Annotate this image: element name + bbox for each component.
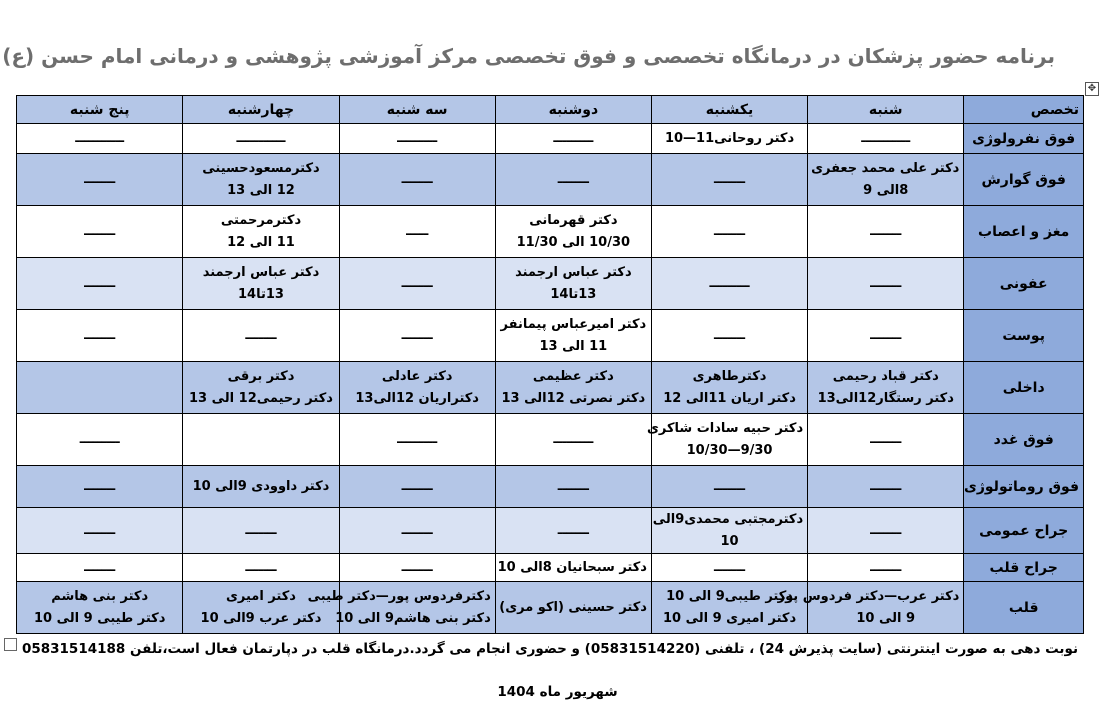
schedule-cell [17, 258, 183, 310]
cell-line: دکتراریان 12الی13 [355, 390, 479, 406]
cell-line: دکتر طیبی9 الی 10 [666, 588, 793, 604]
schedule-cell [183, 258, 339, 310]
schedule-cell [808, 362, 964, 414]
schedule-cell [17, 310, 183, 362]
cell-line: ـــــــ [870, 522, 902, 538]
schedule-cell [339, 206, 495, 258]
cell-line: ـــــــ [713, 223, 746, 239]
table-row [17, 466, 1084, 508]
specialty-cell: قلب [964, 582, 1084, 634]
schedule-cell [183, 466, 339, 508]
schedule-cell [808, 310, 964, 362]
schedule-cell [17, 362, 183, 414]
cell-line: ـــــــ [713, 327, 746, 343]
cell-line: دکتر عباس ارجمند [515, 264, 632, 280]
schedule-cell [651, 582, 807, 634]
schedule-cell [183, 554, 339, 582]
cell-line: ـــــــــ [709, 275, 750, 291]
schedule-cell [808, 414, 964, 466]
schedule-cell [183, 206, 339, 258]
cell-line: ـــــــ [870, 223, 902, 239]
cell-line: دکترطاهری [692, 368, 767, 384]
schedule-cell [17, 124, 183, 154]
schedule-cell [339, 258, 495, 310]
schedule-cell [651, 124, 807, 154]
schedule-cell [183, 310, 339, 362]
cell-line: ـــــــ [557, 478, 589, 494]
table-header-row [17, 96, 1084, 124]
cell-line: ـــــــ [557, 171, 589, 187]
cell-line: ـــــــ [84, 478, 116, 494]
schedule-cell [651, 154, 807, 206]
cell-line: ـــــــ [713, 478, 746, 494]
schedule-cell [808, 508, 964, 554]
cell-line: دکتر امیری 9 الی 10 [662, 610, 797, 626]
schedule-cell [183, 508, 339, 554]
cell-line: دکتر طیبی 9 الی 10 [34, 610, 166, 626]
schedule-cell [17, 508, 183, 554]
cell-line: ـــــــ [401, 171, 433, 187]
schedule-cell [651, 554, 807, 582]
cell-line: 13تا14 [238, 286, 284, 302]
schedule-cell [17, 414, 183, 466]
cell-line: ـــــــ [84, 223, 116, 239]
cell-line: 10 [720, 533, 739, 549]
schedule-cell [17, 554, 183, 582]
cell-line: ـــــــ [245, 522, 277, 538]
cell-line: ـــــــ [713, 559, 746, 575]
schedule-cell [495, 554, 651, 582]
schedule-cell [17, 466, 183, 508]
cell-line: ـــــــــــ [861, 130, 911, 146]
cell-line: دکترمجتبی محمدی9الی [652, 511, 804, 527]
cell-line: دکتر عرب 9الی 10 [200, 610, 322, 626]
cell-line: دکتر بنی هاشم [51, 588, 149, 604]
cell-line: 11 الی 13 [539, 338, 608, 354]
schedule-cell [339, 508, 495, 554]
cell-line: ـــــــ [870, 559, 902, 575]
header-sunday: یکشنبه [651, 96, 807, 124]
schedule-cell [651, 508, 807, 554]
schedule-cell [339, 154, 495, 206]
cell-line: دکتر روحانی11—10 [664, 130, 795, 146]
schedule-cell [495, 508, 651, 554]
cell-line: ـــــــ [245, 559, 277, 575]
cell-line: دکتر عادلی [381, 368, 453, 384]
cell-line: دکترفردوس پور—دکتر طیبی [307, 588, 491, 604]
specialty-cell: فوق غدد [964, 414, 1084, 466]
specialty-cell: فوق نفرولوژی [964, 124, 1084, 154]
cell-line: 10/30 الی 11/30 [516, 234, 631, 250]
header-thursday: پنج شنبه [17, 96, 183, 124]
cell-line: دکتر نصرتی 12الی 13 [501, 390, 646, 406]
schedule-cell [307, 582, 495, 634]
cell-line: ـــــــ [84, 327, 116, 343]
cell-line: دکتر بنی هاشم9 الی 10 [335, 610, 491, 626]
specialty-cell: داخلی [964, 362, 1084, 414]
header-monday: دوشنبه [495, 96, 651, 124]
cell-line: 9 الی 10 [856, 610, 916, 626]
schedule-cell [808, 258, 964, 310]
schedule-cell [183, 154, 339, 206]
schedule-cell [808, 466, 964, 508]
table-row [17, 362, 1084, 414]
schedule-cell [183, 124, 339, 154]
schedule-cell [339, 414, 495, 466]
specialty-cell: عفونی [964, 258, 1084, 310]
table-row [17, 206, 1084, 258]
cell-line: دکتر عباس ارجمند [202, 264, 320, 280]
schedule-cell [17, 582, 183, 634]
cell-line: دکتر امیری [226, 588, 296, 604]
cell-line: ـــــــ [84, 275, 116, 291]
cell-line: ـــــــ [870, 431, 902, 447]
table-row [17, 582, 1084, 634]
cell-line: دکتر حبیه سادات شاکری [646, 420, 804, 436]
page-title: برنامه حضور پزشکان در درمانگاه تخصصی و فوق تخصصی مرکز آموزشی پژوهشی و درمانی امام حسن (ع) [2, 44, 1055, 68]
footer-note: نوبت دهی به صورت اینترنتی (سایت پذیرش 24) ، تلفنی (05831514220) و حضوری انجام می گردد.درمانگاه قلب در دپارتمان فعال است،تلفن 05831514188 [21, 641, 1079, 657]
cell-line: دکترمرحمتی [220, 212, 302, 228]
specialty-cell: جراح قلب [964, 554, 1084, 582]
specialty-cell: فوق گوارش [964, 154, 1084, 206]
schedule-cell [808, 554, 964, 582]
schedule-cell [339, 362, 495, 414]
schedule-cell [183, 414, 339, 466]
specialty-cell: جراح عمومی [964, 508, 1084, 554]
cell-line: ـــــــــــ [236, 130, 286, 146]
schedule-cell [495, 124, 651, 154]
schedule-cell [339, 554, 495, 582]
cell-line: ـــــــ [401, 478, 433, 494]
header-tuesday: سه شنبه [339, 96, 495, 124]
cell-line: دکتر عظیمی [532, 368, 614, 384]
schedule-cell [495, 206, 651, 258]
cell-line: دکتر داوودی 9الی 10 [192, 478, 330, 494]
cell-line: دکتر برقی [227, 368, 295, 384]
schedule-cell [339, 466, 495, 508]
schedule-cell [17, 206, 183, 258]
cell-line: ـــــــ [401, 275, 433, 291]
cell-line: ـــــــ [401, 327, 433, 343]
cell-line: ـــــــ [870, 478, 902, 494]
schedule-cell [651, 310, 807, 362]
cell-line: ـــــــ [870, 327, 902, 343]
cell-line: ـــــــ [713, 171, 746, 187]
cell-line: ـــــــ [84, 522, 116, 538]
cell-line: دکتر رستگار12الی13 [817, 390, 954, 406]
table-row [17, 154, 1084, 206]
table-row [17, 414, 1084, 466]
schedule-cell [651, 362, 807, 414]
cell-line: ـــــــــ [553, 431, 594, 447]
cell-line: دکتر سبحانیان 8الی 10 [497, 559, 647, 575]
cell-line: دکتر عرب—دکتر فردوس پور [777, 588, 960, 604]
schedule-cell [777, 582, 964, 634]
schedule-cell [495, 310, 651, 362]
cell-line: دکتر اریان 11الی 12 [663, 390, 796, 406]
schedule-cell [808, 154, 964, 206]
schedule-cell [495, 154, 651, 206]
cell-line: دکتر امیرعباس پیمانفر [500, 316, 647, 332]
schedule-cell [646, 414, 807, 466]
schedule-cell [339, 124, 495, 154]
footer-date: شهریور ماه 1404 [497, 684, 618, 700]
cell-line: 13تا14 [550, 286, 597, 302]
cell-line: دکتر رحیمی12 الی 13 [189, 390, 333, 406]
cell-line: 9/30—10/30 [686, 442, 773, 458]
table-row [17, 508, 1084, 554]
schedule-cell [495, 362, 651, 414]
cell-line: دکتر حسینی (اکو مری) [499, 599, 647, 615]
schedule-cell [495, 258, 651, 310]
schedule-cell [495, 414, 651, 466]
cell-line: دکتر قهرمانی [529, 212, 618, 228]
cell-line: 11 الی 12 [227, 234, 295, 250]
cell-line: دکترمسعودحسینی [202, 160, 320, 176]
header-specialty: تخصص [964, 96, 1084, 124]
cell-line: ـــــــ [870, 275, 902, 291]
move-cross-icon[interactable]: ✥ [1085, 82, 1099, 96]
cell-line: ـــــــــ [397, 431, 438, 447]
cell-line: ـــــــ [84, 559, 116, 575]
schedule-cell [651, 206, 807, 258]
cell-line: ـــــــ [401, 559, 433, 575]
schedule-cell [808, 206, 964, 258]
schedule-cell [495, 582, 651, 634]
cell-line: ـــــــــ [397, 130, 438, 146]
cell-line: ـــــ [406, 223, 429, 239]
header-saturday: شنبه [808, 96, 964, 124]
cell-line: ـــــــــ [553, 130, 594, 146]
table-row [17, 124, 1084, 154]
table-row [17, 258, 1084, 310]
specialty-cell: پوست [964, 310, 1084, 362]
cell-line: ـــــــ [401, 522, 433, 538]
header-wednesday: چهارشنبه [183, 96, 339, 124]
specialty-cell: مغز و اعصاب [964, 206, 1084, 258]
schedule-cell [808, 124, 964, 154]
cell-line: ـــــــ [84, 171, 116, 187]
schedule-cell [183, 362, 339, 414]
specialty-cell: فوق روماتولوژی [964, 466, 1084, 508]
cell-line: 8الی 9 [863, 182, 909, 198]
cell-line: ـــــــــــ [75, 130, 125, 146]
table-row [17, 310, 1084, 362]
cell-line: ـــــــ [557, 522, 589, 538]
cell-line: ـــــــ [245, 327, 277, 343]
schedule-table [16, 95, 1084, 634]
schedule-cell [495, 466, 651, 508]
schedule-cell [651, 258, 807, 310]
cell-line: دکتر قباد رحیمی [832, 368, 939, 384]
cell-line: 12 الی 13 [227, 182, 295, 198]
schedule-cell [651, 466, 807, 508]
cell-line: ـــــــــ [79, 431, 120, 447]
table-row [17, 554, 1084, 582]
schedule-cell [339, 310, 495, 362]
schedule-cell [17, 154, 183, 206]
cell-line: دکتر علی محمد جعفری [811, 160, 960, 176]
